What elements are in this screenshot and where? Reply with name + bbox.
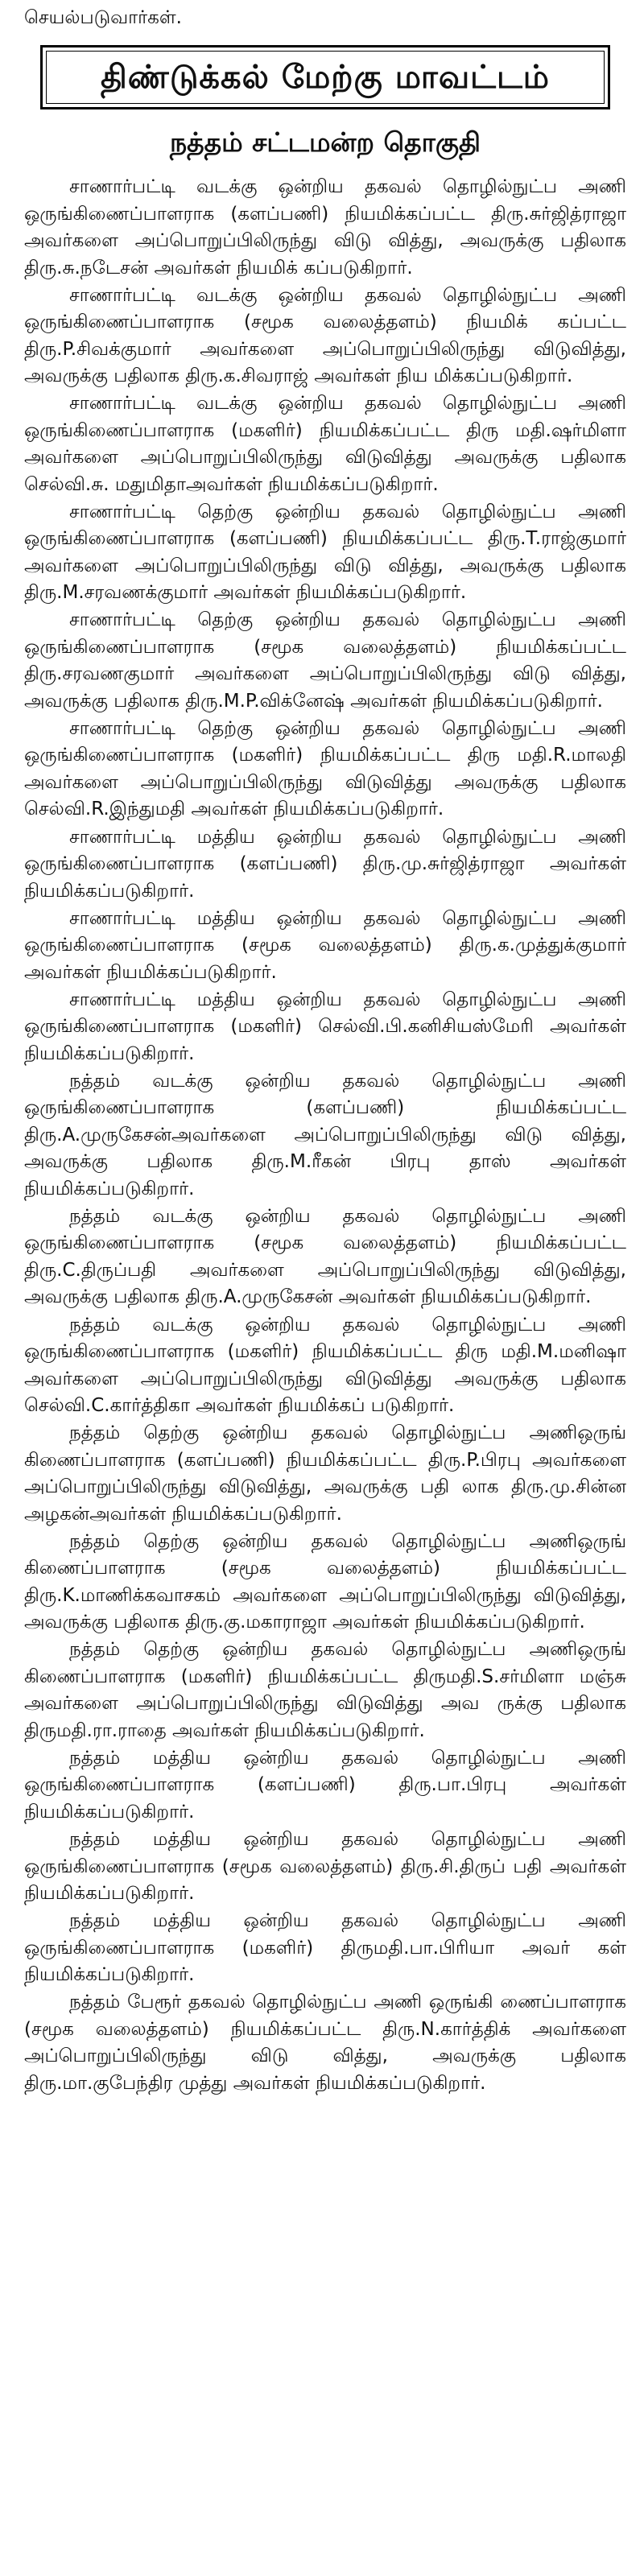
paragraph: சாணார்பட்டி மத்திய ஒன்றிய தகவல் தொழில்நுட்ப அணி ஒருங்கிணைப்பாளராக (மகளிர்) செல்வி.பி.கனிசியஸ்மேரி அவர்கள் நியமிக்கப்படுகிறார்.	[24, 989, 626, 1064]
paragraph: நத்தம் தெற்கு ஒன்றிய தகவல் தொழில்நுட்ப அணிஒருங் கிணைப்பாளராக (களப்பணி) நியமிக்கப்பட்ட திரு.P.பிரபு அவர்களை அப்பொறுப்பிலிருந்து விடுவித்து, அவருக்கு பதி லாக திரு.மு.சின்ன அழகன்அவர்கள் நியமிக்கப்படுகிறார்.	[24, 1422, 626, 1525]
paragraph: நத்தம் வடக்கு ஒன்றிய தகவல் தொழில்நுட்ப அணி ஒருங்கிணைப்பாளராக (சமூக வலைத்தளம்) நியமிக்கப்பட்ட திரு.C.திருப்பதி அவர்களை அப்பொறுப்பிலிருந்து விடுவித்து, அவருக்கு பதிலாக திரு.A.முருகேசன் அவர்கள் நியமிக்கப்படுகிறார்.	[24, 1205, 626, 1308]
paragraph: நத்தம் மத்திய ஒன்றிய தகவல் தொழில்நுட்ப அணி ஒருங்கிணைப்பாளராக (சமூக வலைத்தளம்) திரு.சி.திருப் பதி அவர்கள் நியமிக்கப்படுகிறார்.	[24, 1829, 626, 1904]
constituency-heading: நத்தம் சட்டமன்ற தொகுதி	[169, 126, 481, 158]
paragraph: சாணார்பட்டி தெற்கு ஒன்றிய தகவல் தொழில்நுட்ப அணி ஒருங்கிணைப்பாளராக (களப்பணி) நியமிக்கப்பட்ட திரு.T.ராஜ்குமார் அவர்களை அப்பொறுப்பிலிருந்து விடு வித்து, அவருக்கு பதிலாக திரு.M.சரவணக்குமார் அவர்கள் நியமிக்கப்படுகிறார்.	[24, 501, 626, 604]
district-heading: திண்டுக்கல் மேற்கு மாவட்டம்	[46, 51, 605, 104]
article-body	[24, 174, 626, 2097]
paragraph: நத்தம் மத்திய ஒன்றிய தகவல் தொழில்நுட்ப அணி ஒருங்கிணைப்பாளராக (மகளிர்) திருமதி.பா.பிரியா அவர் கள் நியமிக்கப்படுகிறார்.	[24, 1910, 626, 1986]
paragraph: சாணார்பட்டி மத்திய ஒன்றிய தகவல் தொழில்நுட்ப அணி ஒருங்கிணைப்பாளராக (சமூக வலைத்தளம்) திரு.க.முத்துக்குமார் அவர்கள் நியமிக்கப்படுகிறார்.	[24, 907, 626, 983]
paragraph: சாணார்பட்டி தெற்கு ஒன்றிய தகவல் தொழில்நுட்ப அணி ஒருங்கிணைப்பாளராக (மகளிர்) நியமிக்கப்பட்ட திரு மதி.R.மாலதி அவர்களை அப்பொறுப்பிலிருந்து விடுவித்து அவருக்கு பதிலாக செல்வி.R.இந்துமதி அவர்கள் நியமிக்கப்படுகிறார்.	[24, 717, 626, 820]
intro-line: செயல்படுவார்கள்.	[24, 7, 182, 28]
paragraph: நத்தம் மத்திய ஒன்றிய தகவல் தொழில்நுட்ப அணி ஒருங்கிணைப்பாளராக (களப்பணி) திரு.பா.பிரபு அவர்கள் நியமிக்கப்படுகிறார்.	[24, 1747, 626, 1823]
district-banner	[40, 45, 610, 109]
paragraph: சாணார்பட்டி வடக்கு ஒன்றிய தகவல் தொழில்நுட்ப அணி ஒருங்கிணைப்பாளராக (களப்பணி) நியமிக்கப்பட்ட திரு.சுர்ஜித்ராஜா அவர்களை அப்பொறுப்பிலிருந்து விடு வித்து, அவருக்கு பதிலாக திரு.சு.நடேசன் அவர்கள் நியமிக் கப்படுகிறார்.	[24, 176, 626, 279]
paragraph: நத்தம் வடக்கு ஒன்றிய தகவல் தொழில்நுட்ப அணி ஒருங்கிணைப்பாளராக (களப்பணி) நியமிக்கப்பட்ட திரு.A.முருகேசன்அவர்களை அப்பொறுப்பிலிருந்து விடு வித்து, அவருக்கு பதிலாக திரு.M.ரீகன் பிரபு தாஸ் அவர்கள் நியமிக்கப்படுகிறார்.	[24, 1070, 626, 1199]
paragraph: சாணார்பட்டி தெற்கு ஒன்றிய தகவல் தொழில்நுட்ப அணி ஒருங்கிணைப்பாளராக (சமூக வலைத்தளம்) நியமிக்கப்பட்ட திரு.சரவணகுமார் அவர்களை அப்பொறுப்பிலிருந்து விடு வித்து, அவருக்கு பதிலாக திரு.M.P.விக்னேஷ் அவர்கள் நியமிக்கப்படுகிறார்.	[24, 609, 626, 712]
paragraph: நத்தம் தெற்கு ஒன்றிய தகவல் தொழில்நுட்ப அணிஒருங் கிணைப்பாளராக (மகளிர்) நியமிக்கப்பட்ட திருமதி.S.சர்மிளா மஞ்சு அவர்களை அப்பொறுப்பிலிருந்து விடுவித்து அவ ருக்கு பதிலாக திருமதி.ரா.ராதை அவர்கள் நியமிக்கப்படுகிறார்.	[24, 1639, 626, 1741]
paragraph: சாணார்பட்டி வடக்கு ஒன்றிய தகவல் தொழில்நுட்ப அணி ஒருங்கிணைப்பாளராக (சமூக வலைத்தளம்) நியமிக் கப்பட்ட திரு.P.சிவக்குமார் அவர்களை அப்பொறுப்பிலிருந்து விடுவித்து, அவருக்கு பதிலாக திரு.க.சிவராஜ் அவர்கள் நிய மிக்கப்படுகிறார்.	[24, 284, 626, 387]
paragraph: சாணார்பட்டி வடக்கு ஒன்றிய தகவல் தொழில்நுட்ப அணி ஒருங்கிணைப்பாளராக (மகளிர்) நியமிக்கப்பட்ட திரு மதி.ஷர்மிளா அவர்களை அப்பொறுப்பிலிருந்து விடுவித்து அவருக்கு பதிலாக செல்வி.சு. மதுமிதாஅவர்கள் நியமிக்கப்படுகிறார்.	[24, 393, 626, 495]
paragraph: சாணார்பட்டி மத்திய ஒன்றிய தகவல் தொழில்நுட்ப அணி ஒருங்கிணைப்பாளராக (களப்பணி) திரு.மு.சுர்ஜித்ராஜா அவர்கள் நியமிக்கப்படுகிறார்.	[24, 826, 626, 902]
paragraph: நத்தம் பேரூர் தகவல் தொழில்நுட்ப அணி ஒருங்கி ணைப்பாளராக (சமூக வலைத்தளம்) நியமிக்கப்பட்ட திரு.N.கார்த்திக் அவர்களை அப்பொறுப்பிலிருந்து விடு வித்து, அவருக்கு பதிலாக திரு.மா.குபேந்திர முத்து அவர்கள் நியமிக்கப்படுகிறார்.	[24, 1992, 626, 2094]
paragraph: நத்தம் வடக்கு ஒன்றிய தகவல் தொழில்நுட்ப அணி ஒருங்கிணைப்பாளராக (மகளிர்) நியமிக்கப்பட்ட திரு மதி.M.மனிஷா அவர்களை அப்பொறுப்பிலிருந்து விடுவித்து அவருக்கு பதிலாக செல்வி.C.கார்த்திகா அவர்கள் நியமிக்கப் படுகிறார்.	[24, 1314, 626, 1417]
paragraph: நத்தம் தெற்கு ஒன்றிய தகவல் தொழில்நுட்ப அணிஒருங் கிணைப்பாளராக (சமூக வலைத்தளம்) நியமிக்கப்பட்ட திரு.K.மாணிக்கவாசகம் அவர்களை அப்பொறுப்பிலிருந்து விடுவித்து, அவருக்கு பதிலாக திரு.கு.மகாராஜா அவர்கள் நியமிக்கப்படுகிறார்.	[24, 1530, 626, 1633]
